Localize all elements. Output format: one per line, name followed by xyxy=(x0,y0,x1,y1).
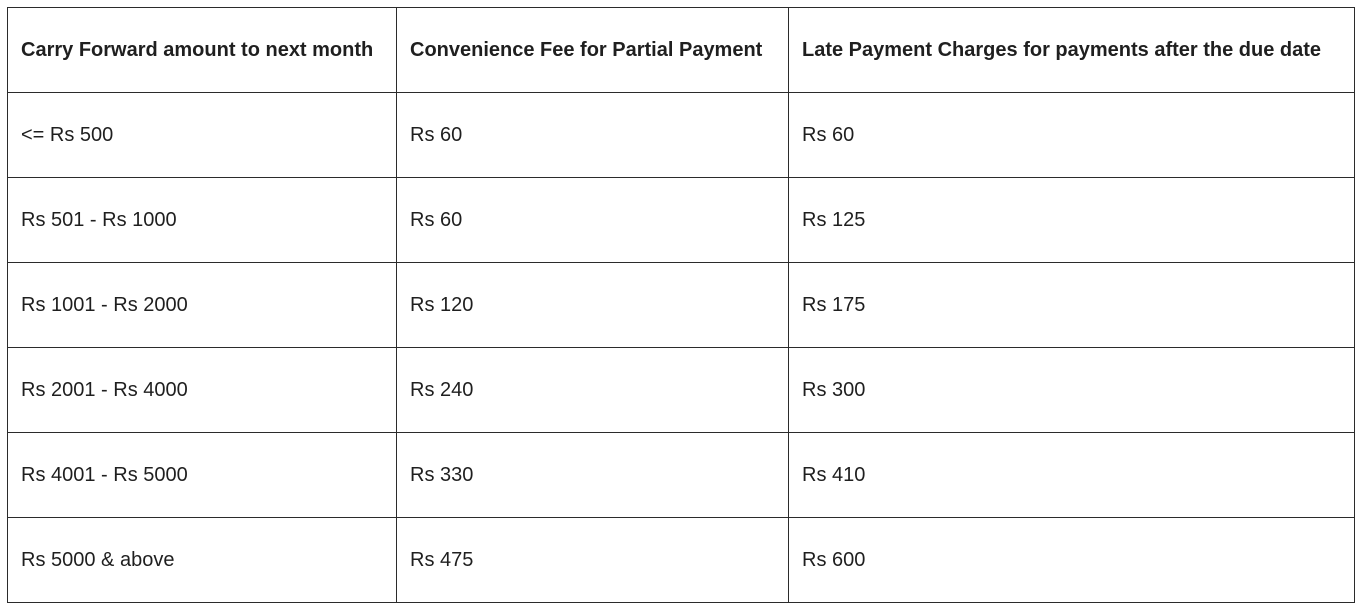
late-payment-cell: Rs 600 xyxy=(789,518,1355,603)
table-header xyxy=(8,8,1355,93)
carry-forward-cell: Rs 1001 - Rs 2000 xyxy=(8,263,397,348)
convenience-fee-cell: Rs 120 xyxy=(397,263,789,348)
table-row xyxy=(8,263,1355,348)
convenience-fee-cell: Rs 60 xyxy=(397,178,789,263)
late-payment-cell: Rs 60 xyxy=(789,93,1355,178)
convenience-fee-cell: Rs 330 xyxy=(397,433,789,518)
carry-forward-cell: Rs 4001 - Rs 5000 xyxy=(8,433,397,518)
convenience-fee-cell: Rs 60 xyxy=(397,93,789,178)
fee-table xyxy=(7,7,1355,603)
header-convenience-fee: Convenience Fee for Partial Payment xyxy=(397,8,789,93)
table-row xyxy=(8,178,1355,263)
late-payment-cell: Rs 125 xyxy=(789,178,1355,263)
carry-forward-cell: Rs 5000 & above xyxy=(8,518,397,603)
table-row xyxy=(8,518,1355,603)
carry-forward-cell: <= Rs 500 xyxy=(8,93,397,178)
header-row xyxy=(8,8,1355,93)
late-payment-cell: Rs 175 xyxy=(789,263,1355,348)
table-body xyxy=(8,93,1355,603)
table-row xyxy=(8,348,1355,433)
carry-forward-cell: Rs 2001 - Rs 4000 xyxy=(8,348,397,433)
late-payment-cell: Rs 300 xyxy=(789,348,1355,433)
table-row xyxy=(8,433,1355,518)
late-payment-cell: Rs 410 xyxy=(789,433,1355,518)
convenience-fee-cell: Rs 475 xyxy=(397,518,789,603)
table-row xyxy=(8,93,1355,178)
header-carry-forward: Carry Forward amount to next month xyxy=(8,8,397,93)
header-late-payment: Late Payment Charges for payments after the due date xyxy=(789,8,1355,93)
carry-forward-cell: Rs 501 - Rs 1000 xyxy=(8,178,397,263)
convenience-fee-cell: Rs 240 xyxy=(397,348,789,433)
